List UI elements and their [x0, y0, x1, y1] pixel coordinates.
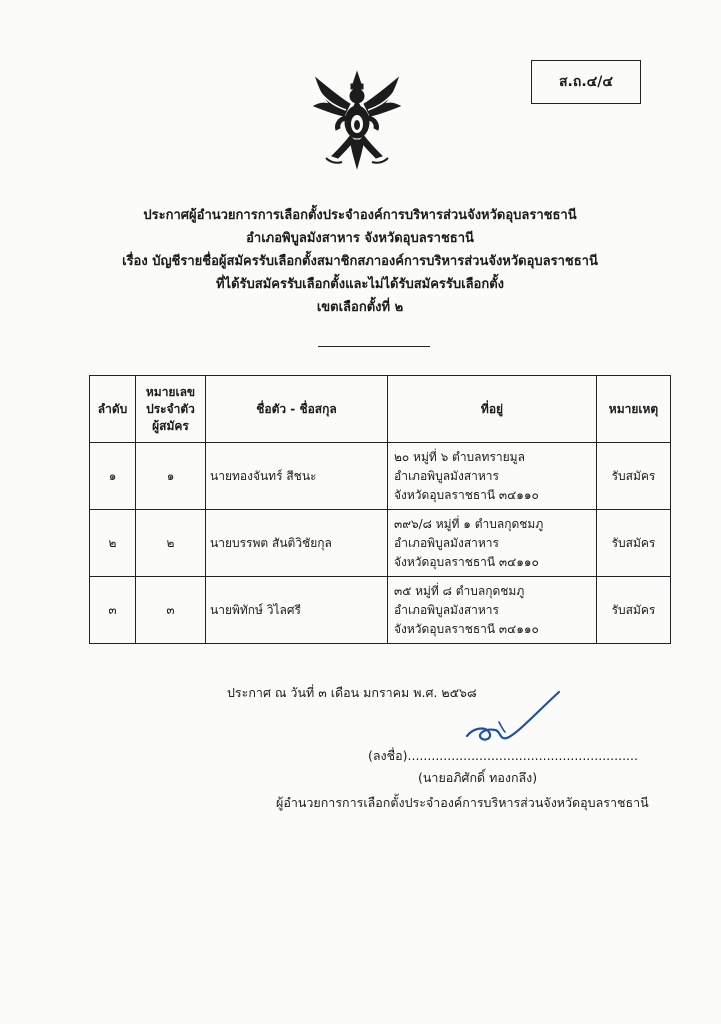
address-line: ๓๕ หมู่ที่ ๘ ตำบลกุดชมภู [394, 583, 525, 598]
row-address [388, 443, 597, 510]
header-line-5: เขตเลือกตั้งที่ ๒ [316, 300, 404, 315]
announcement-date: ประกาศ ณ วันที่ ๓ เดือน มกราคม พ.ศ. ๒๕๖๘ [227, 685, 477, 700]
row-order: ๑ [90, 443, 136, 510]
row-address [388, 577, 597, 644]
col-number-line-2: ประจำตัว [146, 401, 195, 416]
col-number [136, 376, 206, 443]
handwritten-signature-icon [455, 688, 565, 750]
signature-line: (ลงชื่อ).......................................................... [368, 748, 638, 763]
header-line-4: ที่ได้รับสมัครรับเลือกตั้งและไม่ได้รับสมัครรับเลือกตั้ง [215, 277, 505, 292]
table-header-row [90, 376, 671, 443]
row-name: นายทองจันทร์ สีชนะ [206, 443, 388, 510]
row-address [388, 510, 597, 577]
form-code-box [531, 60, 641, 104]
row-order: ๓ [90, 577, 136, 644]
announcement-header [60, 204, 660, 319]
candidate-table [89, 375, 671, 644]
row-name: นายบรรพต สันติวิชัยกุล [206, 510, 388, 577]
header-divider [318, 346, 430, 347]
address-line: ๓๙๖/๘ หมู่ที่ ๑ ตำบลกุดชมภู [394, 516, 544, 531]
row-name: นายพิทักษ์ วิไลศรี [206, 577, 388, 644]
row-remark: รับสมัคร [597, 510, 671, 577]
col-address: ที่อยู่ [388, 376, 597, 443]
address-line: อำเภอพิบูลมังสาหาร [394, 535, 499, 550]
address-line: อำเภอพิบูลมังสาหาร [394, 468, 499, 483]
table-row [90, 443, 671, 510]
row-order: ๒ [90, 510, 136, 577]
col-name: ชื่อตัว - ชื่อสกุล [206, 376, 388, 443]
signer-name: (นายอภิศักดิ์ ทองกลึง) [418, 770, 538, 785]
signer-title: ผู้อำนวยการการเลือกตั้งประจำองค์การบริหารส่วนจังหวัดอุบลราชธานี [276, 795, 649, 810]
col-order: ลำดับ [90, 376, 136, 443]
address-line: จังหวัดอุบลราชธานี ๓๔๑๑๐ [394, 621, 539, 636]
col-number-line-3: ผู้สมัคร [152, 418, 189, 433]
address-line: จังหวัดอุบลราชธานี ๓๔๑๑๐ [394, 554, 539, 569]
garuda-emblem-icon [312, 70, 402, 170]
header-line-2: อำเภอพิบูลมังสาหาร จังหวัดอุบลราชธานี [246, 231, 474, 246]
col-remark: หมายเหตุ [597, 376, 671, 443]
row-remark: รับสมัคร [597, 443, 671, 510]
row-number: ๑ [136, 443, 206, 510]
header-line-1: ประกาศผู้อำนวยการการเลือกตั้งประจำองค์การบริหารส่วนจังหวัดอุบลราชธานี [143, 208, 577, 223]
form-code: ส.ถ.๔/๔ [559, 74, 613, 90]
row-number: ๒ [136, 510, 206, 577]
address-line: จังหวัดอุบลราชธานี ๓๔๑๑๐ [394, 487, 539, 502]
row-remark: รับสมัคร [597, 577, 671, 644]
address-line: อำเภอพิบูลมังสาหาร [394, 602, 499, 617]
col-number-line-1: หมายเลข [145, 384, 196, 399]
table-row [90, 577, 671, 644]
table-row [90, 510, 671, 577]
address-line: ๒๐ หมู่ที่ ๖ ตำบลทรายมูล [394, 449, 525, 464]
header-line-3: เรื่อง บัญชีรายชื่อผู้สมัครรับเลือกตั้งสมาชิกสภาองค์การบริหารส่วนจังหวัดอุบลราชธานี [122, 254, 598, 269]
row-number: ๓ [136, 577, 206, 644]
